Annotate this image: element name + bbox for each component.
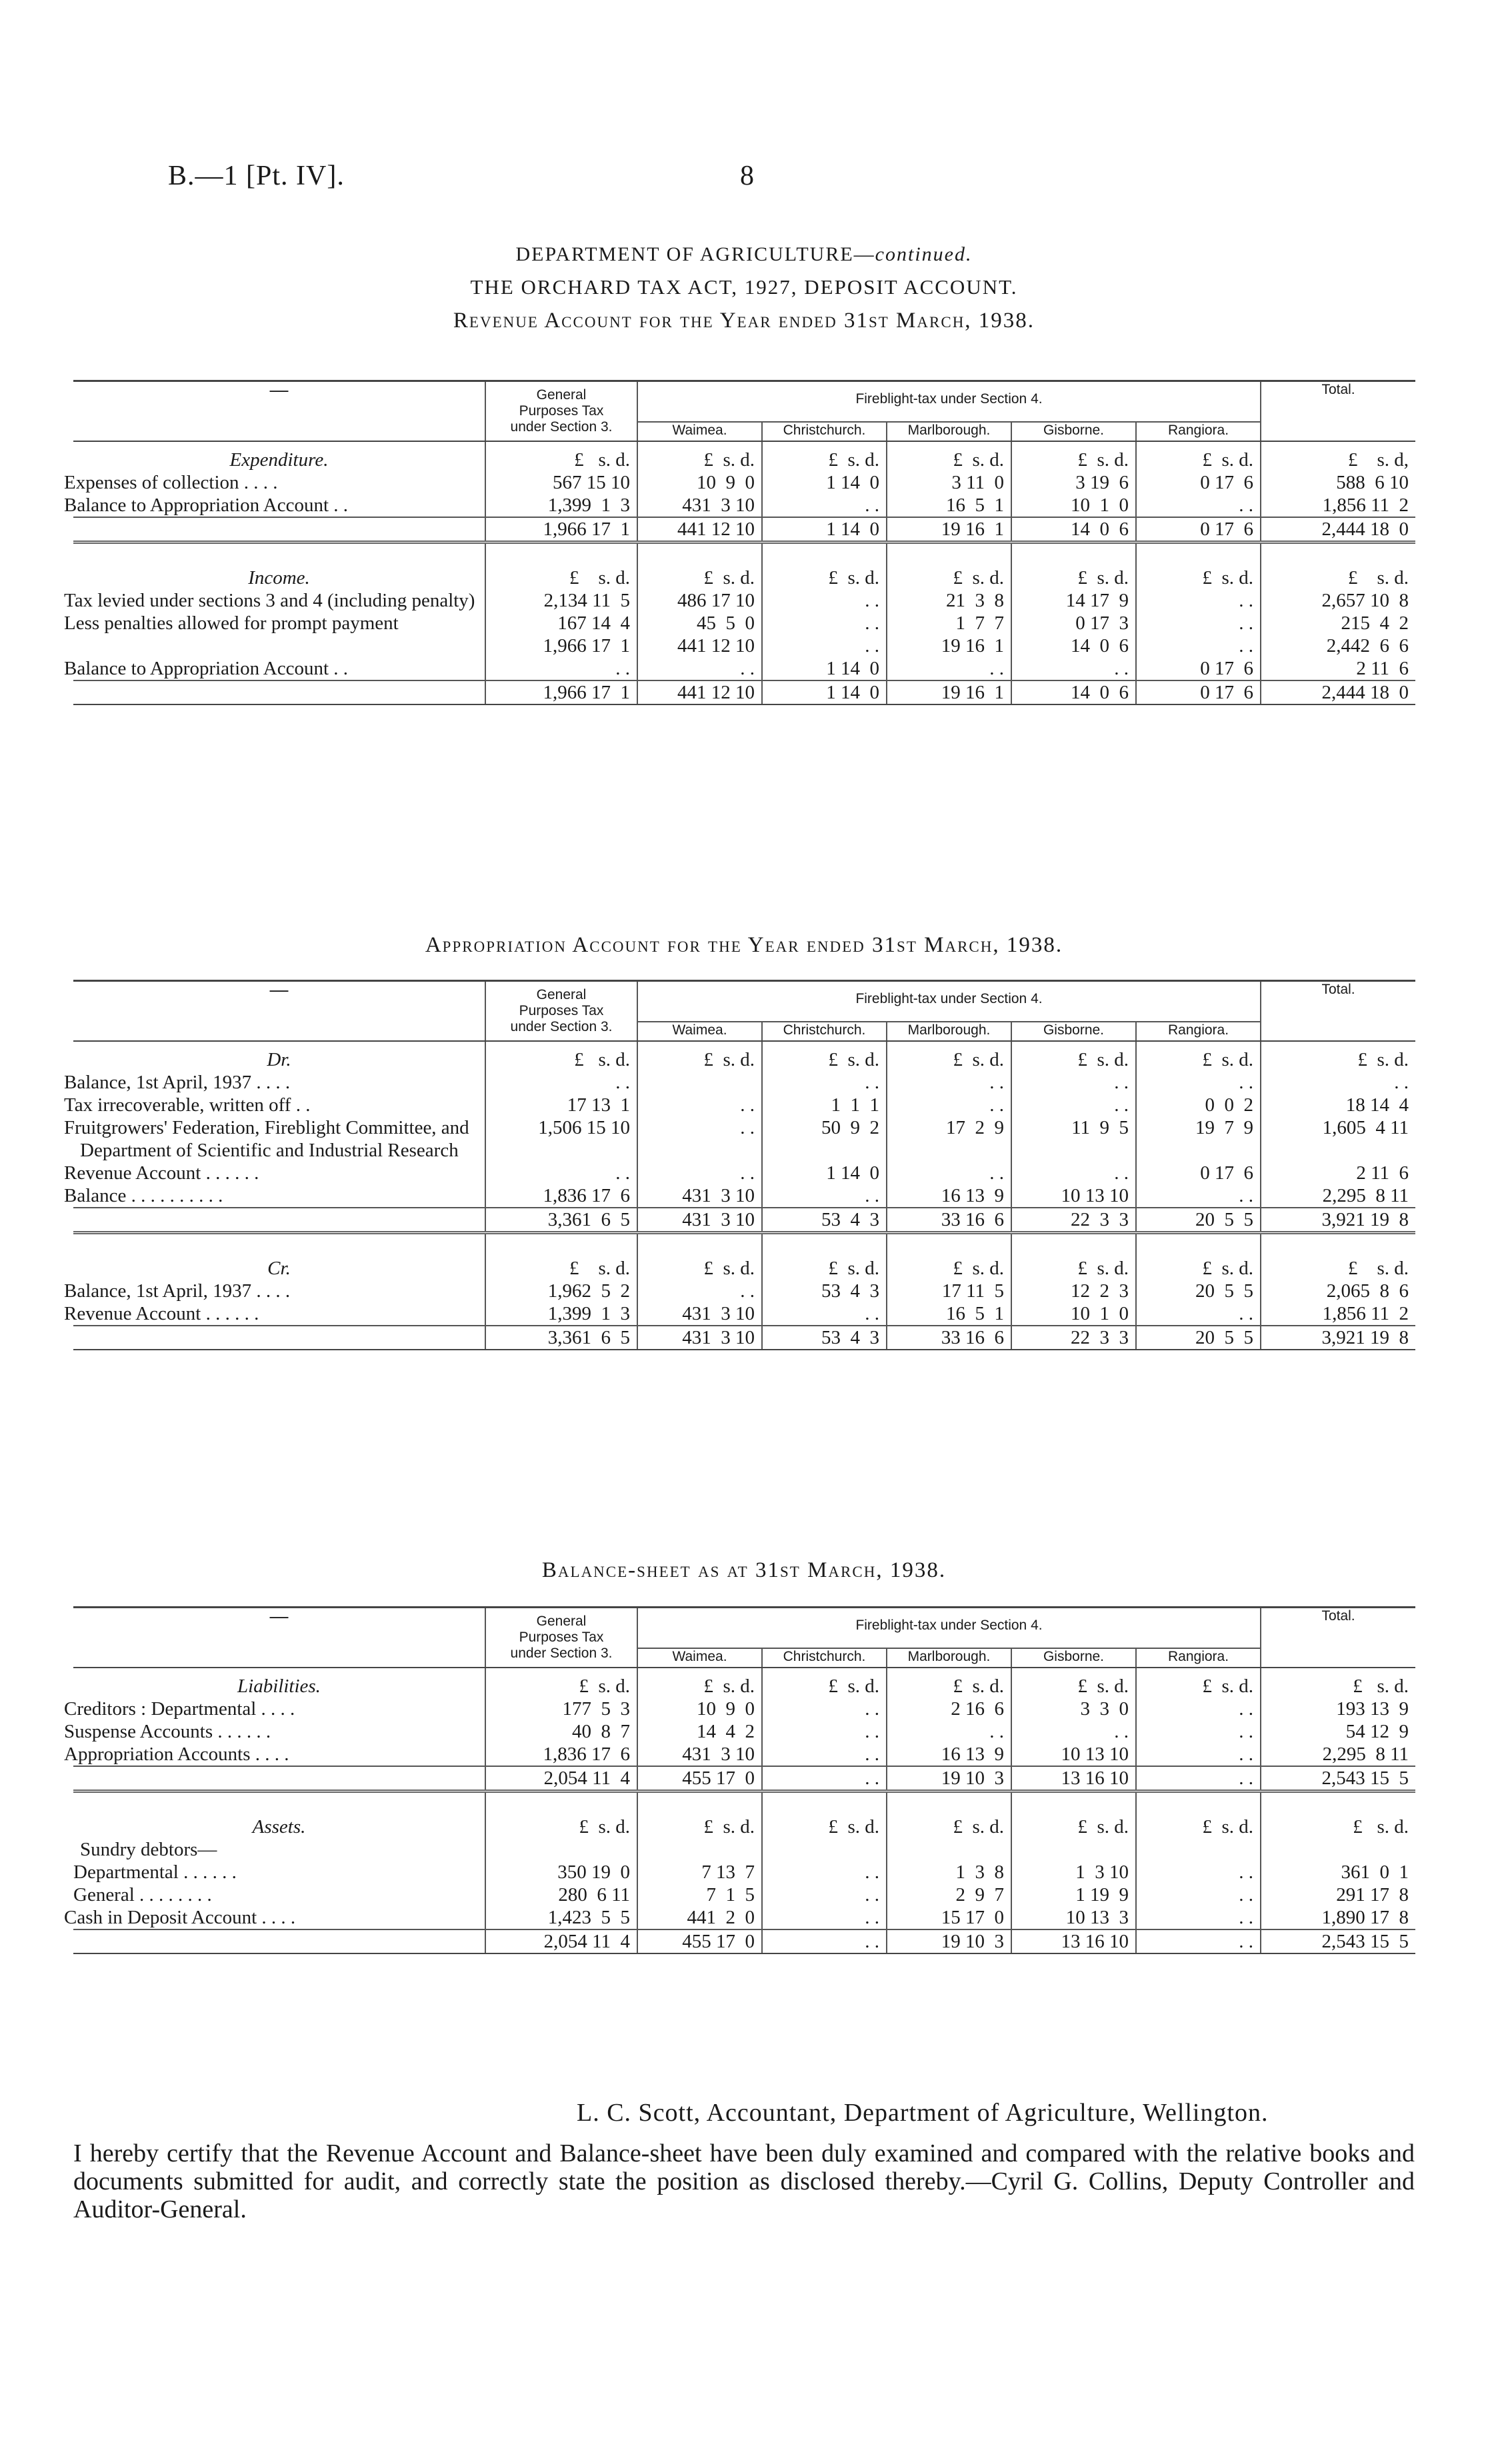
cell-value: 16 5 1 bbox=[887, 1302, 1011, 1326]
cell-value: . . bbox=[762, 1883, 887, 1906]
total-spacer bbox=[73, 517, 485, 543]
cell-value: 1 14 0 bbox=[762, 1162, 887, 1184]
cell-value: 3 19 6 bbox=[1011, 471, 1136, 494]
cell-value: . . bbox=[1136, 589, 1261, 612]
cell-value: 486 17 10 bbox=[637, 589, 762, 612]
cell-value: . . bbox=[485, 1162, 637, 1184]
currency-header: £ s. d. bbox=[887, 1668, 1011, 1698]
cell-value: 13 16 10 bbox=[1011, 1766, 1136, 1792]
row-label: Balance to Appropriation Account . . bbox=[64, 495, 349, 516]
cell-value: 10 9 0 bbox=[637, 1698, 762, 1720]
currency-header: £ s. d. bbox=[637, 1041, 762, 1071]
cell-value: 16 13 9 bbox=[887, 1184, 1011, 1208]
cell-value: . . bbox=[637, 1280, 762, 1302]
row-label: Balance to Appropriation Account . . bbox=[64, 657, 349, 679]
currency-header: £ s. d. bbox=[762, 1041, 887, 1071]
currency-header: £ s. d. bbox=[1261, 560, 1415, 589]
cell-value: 0 17 6 bbox=[1136, 471, 1261, 494]
cell-value: 1,966 17 1 bbox=[485, 680, 637, 704]
col-christchurch: Christchurch. bbox=[762, 1648, 887, 1668]
page-ref: B.—1 [Pt. IV]. bbox=[168, 161, 345, 191]
cell-value: 10 9 0 bbox=[637, 471, 762, 494]
currency-header: £ s. d. bbox=[485, 560, 637, 589]
cell-value: 1,605 4 11 bbox=[1261, 1116, 1415, 1162]
cell-value: . . bbox=[762, 1071, 887, 1094]
cell-value: 1 14 0 bbox=[762, 657, 887, 680]
cell-value: 1 1 1 bbox=[762, 1094, 887, 1116]
currency-header: £ s. d. bbox=[887, 560, 1011, 589]
appropriation-account bbox=[64, 979, 1415, 1350]
page-number: 8 bbox=[740, 161, 755, 191]
balance-table bbox=[64, 1606, 1415, 1954]
cell-value: 0 0 2 bbox=[1136, 1094, 1261, 1116]
cell-value: 2,054 11 4 bbox=[485, 1766, 637, 1792]
total-spacer bbox=[73, 680, 485, 704]
cell-value: . . bbox=[1136, 1766, 1261, 1792]
cell-value: 16 13 9 bbox=[887, 1743, 1011, 1766]
cell-value: 1 3 10 bbox=[1011, 1861, 1136, 1883]
revenue-account bbox=[64, 379, 1415, 705]
cell-value: 22 3 3 bbox=[1011, 1208, 1136, 1233]
row-label: Tax irrecoverable, written off . . bbox=[64, 1094, 311, 1116]
currency-header: £ s. d. bbox=[1136, 1250, 1261, 1280]
cell-value: 0 17 3 bbox=[1011, 612, 1136, 634]
cell-value: 2,295 8 11 bbox=[1261, 1743, 1415, 1766]
row-label: Revenue Account . . . . . . bbox=[64, 1302, 259, 1324]
cell-value: 45 5 0 bbox=[637, 612, 762, 634]
cell-value: 16 5 1 bbox=[887, 494, 1011, 517]
currency-header: £ s. d, bbox=[1261, 441, 1415, 471]
cell-value: 50 9 2 bbox=[762, 1116, 887, 1162]
cell-value: 215 4 2 bbox=[1261, 612, 1415, 634]
cell-value: . . bbox=[637, 1094, 762, 1116]
cell-value: . . bbox=[1136, 1906, 1261, 1929]
cell-value: 10 1 0 bbox=[1011, 494, 1136, 517]
cell-value: 17 11 5 bbox=[887, 1280, 1011, 1302]
cell-value: . . bbox=[1136, 1720, 1261, 1743]
cell-value: . . bbox=[1011, 1720, 1136, 1743]
cell-value: . . bbox=[762, 1929, 887, 1953]
cell-value: 1 14 0 bbox=[762, 471, 887, 494]
signature-line: L. C. Scott, Accountant, Department of Agriculture, Wellington. bbox=[577, 2099, 1269, 2127]
col-marlborough: Marlborough. bbox=[887, 422, 1011, 441]
total-spacer bbox=[73, 1929, 485, 1953]
row-group-label: Sundry debtors— bbox=[80, 1838, 217, 1860]
cell-value: . . bbox=[762, 494, 887, 517]
appropriation-title: Appropriation Account for the Year ended 31st March, 1938. bbox=[425, 933, 1063, 957]
cell-value: 14 4 2 bbox=[637, 1720, 762, 1743]
section-heading: Expenditure. bbox=[229, 449, 329, 471]
cell-value: 14 0 6 bbox=[1011, 517, 1136, 543]
col-total: Total. bbox=[1261, 381, 1415, 442]
cell-value: . . bbox=[1136, 494, 1261, 517]
col-rangiora: Rangiora. bbox=[1136, 422, 1261, 441]
cell-value: . . bbox=[762, 589, 887, 612]
cell-value: 1 7 7 bbox=[887, 612, 1011, 634]
cell-value: . . bbox=[1136, 1883, 1261, 1906]
cell-value: 567 15 10 bbox=[485, 471, 637, 494]
currency-header: £ s. d. bbox=[1011, 1809, 1136, 1838]
section-heading: Dr. bbox=[267, 1049, 291, 1070]
cell-value: 2,543 15 5 bbox=[1261, 1929, 1415, 1953]
row-label: Expenses of collection . . . . bbox=[64, 472, 278, 493]
currency-header: £ s. d. bbox=[485, 441, 637, 471]
row-label: Balance, 1st April, 1937 . . . . bbox=[64, 1072, 291, 1093]
row-label: Fruitgrowers' Federation, Fireblight Committee, and Department of Scientific and Industrial Research bbox=[64, 1117, 469, 1161]
cell-value: . . bbox=[762, 1698, 887, 1720]
row-label: Creditors : Departmental . . . . bbox=[64, 1698, 295, 1720]
currency-header: £ s. d. bbox=[1261, 1250, 1415, 1280]
cell-value: 2 11 6 bbox=[1261, 657, 1415, 680]
cell-value: 7 13 7 bbox=[637, 1861, 762, 1883]
cell-value: 17 13 1 bbox=[485, 1094, 637, 1116]
cell-value: . . bbox=[1011, 1071, 1136, 1094]
currency-header: £ s. d. bbox=[1136, 441, 1261, 471]
currency-header: £ s. d. bbox=[762, 560, 887, 589]
cell-value: 53 4 3 bbox=[762, 1208, 887, 1233]
col-fireblight: Fireblight-tax under Section 4. bbox=[637, 381, 1261, 422]
currency-header: £ s. d. bbox=[485, 1250, 637, 1280]
cell-value: 3,361 6 5 bbox=[485, 1326, 637, 1350]
row-label: Departmental . . . . . . bbox=[73, 1861, 237, 1883]
cell-value: 2,065 8 6 bbox=[1261, 1280, 1415, 1302]
cell-value: 40 8 7 bbox=[485, 1720, 637, 1743]
cell-value: . . bbox=[1136, 1184, 1261, 1208]
cell-value: 431 3 10 bbox=[637, 1326, 762, 1350]
cell-value: 54 12 9 bbox=[1261, 1720, 1415, 1743]
balance-title: Balance-sheet as at 31st March, 1938. bbox=[541, 1558, 947, 1582]
cell-value: . . bbox=[762, 1743, 887, 1766]
cell-value: 431 3 10 bbox=[637, 1208, 762, 1233]
cell-value: 10 1 0 bbox=[1011, 1302, 1136, 1326]
col-general: General Purposes Tax under Section 3. bbox=[485, 981, 637, 1042]
cell-value: 15 17 0 bbox=[887, 1906, 1011, 1929]
currency-header: £ s. d. bbox=[762, 1809, 887, 1838]
cell-value: 2,054 11 4 bbox=[485, 1929, 637, 1953]
cell-value: . . bbox=[485, 657, 637, 680]
cell-value: 1,399 1 3 bbox=[485, 1302, 637, 1326]
cell-value: 0 17 6 bbox=[1136, 680, 1261, 704]
cell-value: 20 5 5 bbox=[1136, 1208, 1261, 1233]
total-spacer bbox=[73, 1766, 485, 1792]
cell-value: 431 3 10 bbox=[637, 1743, 762, 1766]
cell-value: . . bbox=[1011, 1162, 1136, 1184]
section-heading: Liabilities. bbox=[237, 1676, 321, 1697]
currency-header: £ s. d. bbox=[485, 1668, 637, 1698]
cell-value: 1,962 5 2 bbox=[485, 1280, 637, 1302]
cell-value: 13 16 10 bbox=[1011, 1929, 1136, 1953]
cell-value: . . bbox=[762, 1302, 887, 1326]
section-heading: Income. bbox=[248, 567, 310, 589]
col-christchurch: Christchurch. bbox=[762, 422, 887, 441]
cell-value: 1,506 15 10 bbox=[485, 1116, 637, 1162]
cell-value: . . bbox=[1011, 657, 1136, 680]
cell-value: . . bbox=[637, 657, 762, 680]
currency-header: £ s. d. bbox=[762, 1250, 887, 1280]
col-total: Total. bbox=[1261, 981, 1415, 1042]
col-gisborne: Gisborne. bbox=[1011, 1648, 1136, 1668]
col-gisborne: Gisborne. bbox=[1011, 1022, 1136, 1041]
cell-value: 10 13 3 bbox=[1011, 1906, 1136, 1929]
cell-value: . . bbox=[887, 1720, 1011, 1743]
cell-value: . . bbox=[762, 612, 887, 634]
currency-header: £ s. d. bbox=[887, 441, 1011, 471]
cell-value: . . bbox=[762, 634, 887, 657]
cell-value: 350 19 0 bbox=[485, 1861, 637, 1883]
cell-value: . . bbox=[762, 1906, 887, 1929]
cell-value: 1,890 17 8 bbox=[1261, 1906, 1415, 1929]
cell-value: 431 3 10 bbox=[637, 494, 762, 517]
cell-value: 1 3 8 bbox=[887, 1861, 1011, 1883]
currency-header: £ s. d. bbox=[485, 1041, 637, 1071]
cell-value: 1 14 0 bbox=[762, 517, 887, 543]
appropriation-table bbox=[64, 979, 1415, 1350]
cell-value: 19 16 1 bbox=[887, 634, 1011, 657]
currency-header: £ s. d. bbox=[887, 1041, 1011, 1071]
col-total: Total. bbox=[1261, 1608, 1415, 1668]
cell-value: . . bbox=[637, 1116, 762, 1162]
cell-value: 1,423 5 5 bbox=[485, 1906, 637, 1929]
audit-certificate: I hereby certify that the Revenue Account and Balance-sheet have been duly examined and compared with the relative books and documents submitted for audit, and correctly state the position as disclosed thereby.—Cyril G. Collins, Deputy Controller and Auditor-General. bbox=[73, 2139, 1415, 2223]
cell-value: 14 0 6 bbox=[1011, 680, 1136, 704]
cell-value: 455 17 0 bbox=[637, 1929, 762, 1953]
cell-value: 10 13 10 bbox=[1011, 1184, 1136, 1208]
cell-value: 2,444 18 0 bbox=[1261, 680, 1415, 704]
cell-value: 193 13 9 bbox=[1261, 1698, 1415, 1720]
currency-header: £ s. d. bbox=[485, 1809, 637, 1838]
row-label: Less penalties allowed for prompt payment bbox=[64, 612, 399, 634]
cell-value: . . bbox=[887, 1094, 1011, 1116]
cell-value: 1,836 17 6 bbox=[485, 1184, 637, 1208]
cell-value: 17 2 9 bbox=[887, 1116, 1011, 1162]
cell-value: 441 12 10 bbox=[637, 517, 762, 543]
cell-value: 19 16 1 bbox=[887, 680, 1011, 704]
cell-value: 53 4 3 bbox=[762, 1326, 887, 1350]
cell-value: . . bbox=[637, 1162, 762, 1184]
currency-header: £ s. d. bbox=[1011, 1668, 1136, 1698]
row-label: Appropriation Accounts . . . . bbox=[64, 1744, 289, 1765]
row-label: Revenue Account . . . . . . bbox=[64, 1162, 259, 1184]
cell-value: 1,966 17 1 bbox=[485, 517, 637, 543]
cell-value: . . bbox=[887, 1071, 1011, 1094]
cell-value: 19 7 9 bbox=[1136, 1116, 1261, 1162]
cell-value: 1,856 11 2 bbox=[1261, 494, 1415, 517]
currency-header: £ s. d. bbox=[887, 1250, 1011, 1280]
cell-value: . . bbox=[762, 1184, 887, 1208]
cell-value: 1,966 17 1 bbox=[485, 634, 637, 657]
cell-value: 167 14 4 bbox=[485, 612, 637, 634]
total-spacer bbox=[73, 1208, 485, 1233]
cell-value: 431 3 10 bbox=[637, 1302, 762, 1326]
col-dash: — bbox=[73, 381, 485, 442]
cell-value: . . bbox=[762, 1766, 887, 1792]
cell-value: 1,836 17 6 bbox=[485, 1743, 637, 1766]
col-general: General Purposes Tax under Section 3. bbox=[485, 1608, 637, 1668]
col-marlborough: Marlborough. bbox=[887, 1648, 1011, 1668]
row-label bbox=[73, 634, 485, 657]
cell-value: 19 16 1 bbox=[887, 517, 1011, 543]
col-rangiora: Rangiora. bbox=[1136, 1022, 1261, 1041]
col-rangiora: Rangiora. bbox=[1136, 1648, 1261, 1668]
cell-value: . . bbox=[485, 1071, 637, 1094]
revenue-title: Revenue Account for the Year ended 31st March, 1938. bbox=[453, 309, 1035, 333]
cell-value: 12 2 3 bbox=[1011, 1280, 1136, 1302]
title-block bbox=[0, 243, 1488, 333]
cell-value: . . bbox=[1261, 1071, 1415, 1094]
cell-value: 2,295 8 11 bbox=[1261, 1184, 1415, 1208]
cell-value: 1 14 0 bbox=[762, 680, 887, 704]
cell-value: 0 17 6 bbox=[1136, 1162, 1261, 1184]
currency-header: £ s. d. bbox=[762, 441, 887, 471]
cell-value: 10 13 10 bbox=[1011, 1743, 1136, 1766]
cell-value: 291 17 8 bbox=[1261, 1883, 1415, 1906]
col-christchurch: Christchurch. bbox=[762, 1022, 887, 1041]
cell-value: . . bbox=[1136, 1861, 1261, 1883]
col-waimea: Waimea. bbox=[637, 1648, 762, 1668]
cell-value: 2,543 15 5 bbox=[1261, 1766, 1415, 1792]
cell-value: 3,921 19 8 bbox=[1261, 1326, 1415, 1350]
currency-header: £ s. d. bbox=[887, 1809, 1011, 1838]
cell-value: 33 16 6 bbox=[887, 1208, 1011, 1233]
col-dash: — bbox=[73, 981, 485, 1042]
cell-value: . . bbox=[1136, 1071, 1261, 1094]
cell-value: . . bbox=[1136, 1698, 1261, 1720]
cell-value: . . bbox=[1136, 634, 1261, 657]
department-title: DEPARTMENT OF AGRICULTURE—continued. bbox=[515, 243, 973, 265]
section-heading: Cr. bbox=[267, 1257, 291, 1279]
cell-value bbox=[637, 1071, 762, 1094]
row-label: General . . . . . . . . bbox=[73, 1883, 212, 1905]
currency-header: £ s. d. bbox=[762, 1668, 887, 1698]
section-heading: Assets. bbox=[252, 1816, 306, 1838]
currency-header: £ s. d. bbox=[1136, 560, 1261, 589]
cell-value: 14 0 6 bbox=[1011, 634, 1136, 657]
cell-value: 2 9 7 bbox=[887, 1883, 1011, 1906]
currency-header: £ s. d. bbox=[637, 1809, 762, 1838]
currency-header: £ s. d. bbox=[637, 560, 762, 589]
cell-value: . . bbox=[1136, 1302, 1261, 1326]
revenue-table bbox=[64, 379, 1415, 705]
act-title: THE ORCHARD TAX ACT, 1927, DEPOSIT ACCOUNT. bbox=[470, 275, 1018, 299]
currency-header: £ s. d. bbox=[1011, 1041, 1136, 1071]
col-fireblight: Fireblight-tax under Section 4. bbox=[637, 981, 1261, 1022]
cell-value: . . bbox=[1136, 1929, 1261, 1953]
cell-value: 3 3 0 bbox=[1011, 1698, 1136, 1720]
cell-value: 20 5 5 bbox=[1136, 1326, 1261, 1350]
cell-value: 7 1 5 bbox=[637, 1883, 762, 1906]
cell-value: . . bbox=[1136, 1743, 1261, 1766]
row-label: Balance, 1st April, 1937 . . . . bbox=[64, 1280, 291, 1302]
cell-value: 177 5 3 bbox=[485, 1698, 637, 1720]
cell-value: 280 6 11 bbox=[485, 1883, 637, 1906]
cell-value: 33 16 6 bbox=[887, 1326, 1011, 1350]
cell-value: 588 6 10 bbox=[1261, 471, 1415, 494]
cell-value: 1,856 11 2 bbox=[1261, 1302, 1415, 1326]
cell-value: 2,442 6 6 bbox=[1261, 634, 1415, 657]
cell-value: 14 17 9 bbox=[1011, 589, 1136, 612]
currency-header: £ s. d. bbox=[1011, 1250, 1136, 1280]
cell-value: 361 0 1 bbox=[1261, 1861, 1415, 1883]
cell-value: 1 19 9 bbox=[1011, 1883, 1136, 1906]
col-fireblight: Fireblight-tax under Section 4. bbox=[637, 1608, 1261, 1648]
cell-value: 21 3 8 bbox=[887, 589, 1011, 612]
cell-value: . . bbox=[1011, 1094, 1136, 1116]
currency-header: £ s. d. bbox=[1011, 560, 1136, 589]
row-label: Tax levied under sections 3 and 4 (including penalty) bbox=[64, 589, 475, 611]
cell-value: 0 17 6 bbox=[1136, 517, 1261, 543]
cell-value: 2,134 11 5 bbox=[485, 589, 637, 612]
currency-header: £ s. d. bbox=[1261, 1041, 1415, 1071]
currency-header: £ s. d. bbox=[1136, 1668, 1261, 1698]
balance-sheet bbox=[64, 1606, 1415, 1954]
cell-value: 431 3 10 bbox=[637, 1184, 762, 1208]
row-label: Balance . . . . . . . . . . bbox=[64, 1185, 223, 1206]
cell-value: . . bbox=[762, 1861, 887, 1883]
cell-value: . . bbox=[1136, 612, 1261, 634]
cell-value: 3 11 0 bbox=[887, 471, 1011, 494]
col-general: General Purposes Tax under Section 3. bbox=[485, 381, 637, 442]
currency-header: £ s. d. bbox=[1136, 1809, 1261, 1838]
cell-value: . . bbox=[887, 1162, 1011, 1184]
cell-value: 11 9 5 bbox=[1011, 1116, 1136, 1162]
cell-value: 19 10 3 bbox=[887, 1766, 1011, 1792]
cell-value: 19 10 3 bbox=[887, 1929, 1011, 1953]
cell-value: 22 3 3 bbox=[1011, 1326, 1136, 1350]
cell-value: 2,657 10 8 bbox=[1261, 589, 1415, 612]
cell-value: 3,361 6 5 bbox=[485, 1208, 637, 1233]
cell-value: 455 17 0 bbox=[637, 1766, 762, 1792]
total-spacer bbox=[73, 1326, 485, 1350]
cell-value: 0 17 6 bbox=[1136, 657, 1261, 680]
cell-value: 441 2 0 bbox=[637, 1906, 762, 1929]
currency-header: £ s. d. bbox=[637, 441, 762, 471]
cell-value: 53 4 3 bbox=[762, 1280, 887, 1302]
currency-header: £ s. d. bbox=[1261, 1668, 1415, 1698]
currency-header: £ s. d. bbox=[1136, 1041, 1261, 1071]
col-marlborough: Marlborough. bbox=[887, 1022, 1011, 1041]
currency-header: £ s. d. bbox=[1261, 1809, 1415, 1838]
cell-value: 441 12 10 bbox=[637, 634, 762, 657]
cell-value: 18 14 4 bbox=[1261, 1094, 1415, 1116]
cell-value: . . bbox=[762, 1720, 887, 1743]
col-waimea: Waimea. bbox=[637, 422, 762, 441]
cell-value: 2 11 6 bbox=[1261, 1162, 1415, 1184]
row-label: Cash in Deposit Account . . . . bbox=[64, 1906, 296, 1928]
currency-header: £ s. d. bbox=[637, 1250, 762, 1280]
cell-value: 20 5 5 bbox=[1136, 1280, 1261, 1302]
currency-header: £ s. d. bbox=[637, 1668, 762, 1698]
col-waimea: Waimea. bbox=[637, 1022, 762, 1041]
cell-value: . . bbox=[887, 657, 1011, 680]
cell-value: 2 16 6 bbox=[887, 1698, 1011, 1720]
row-label: Suspense Accounts . . . . . . bbox=[64, 1721, 271, 1742]
currency-header: £ s. d. bbox=[1011, 441, 1136, 471]
col-dash: — bbox=[73, 1608, 485, 1668]
cell-value: 2,444 18 0 bbox=[1261, 517, 1415, 543]
col-gisborne: Gisborne. bbox=[1011, 422, 1136, 441]
cell-value: 441 12 10 bbox=[637, 680, 762, 704]
cell-value: 1,399 1 3 bbox=[485, 494, 637, 517]
cell-value: 3,921 19 8 bbox=[1261, 1208, 1415, 1233]
